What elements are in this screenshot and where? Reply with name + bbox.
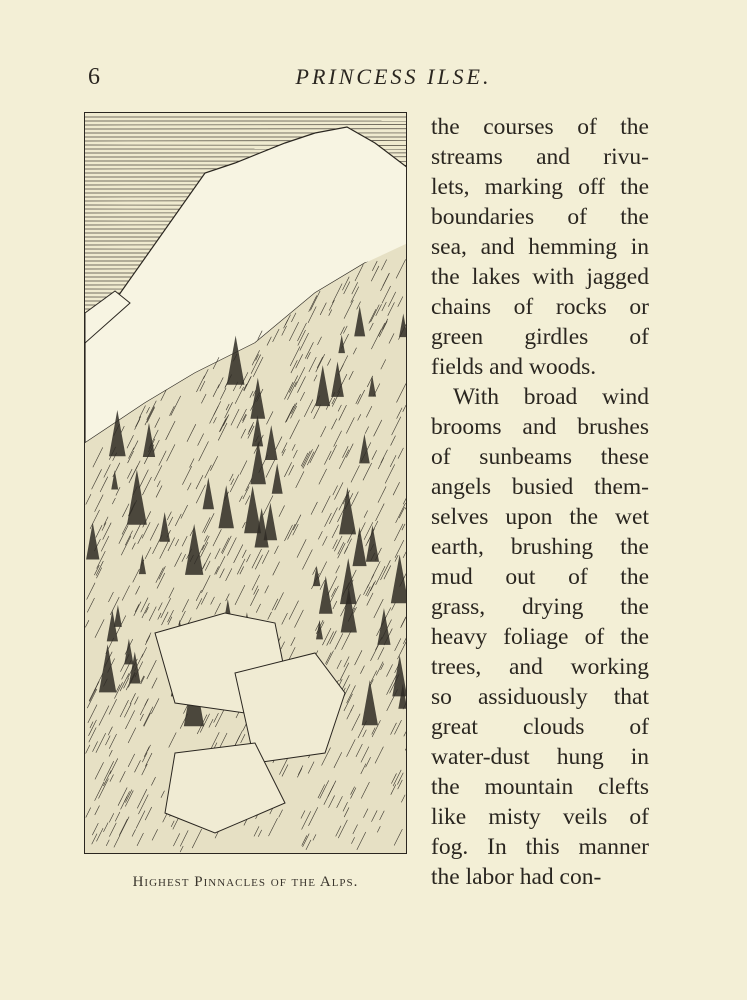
figure-caption: Highest Pinnacles of the Alps.: [132, 874, 359, 890]
text-line: water-dust hung in: [431, 744, 649, 770]
body-text: [431, 112, 649, 892]
text-line: great clouds of: [431, 714, 649, 740]
text-line: the courses of the: [431, 114, 649, 140]
text-line: heavy foliage of the: [431, 624, 649, 650]
text-line: mud out of the: [431, 564, 649, 590]
text-line: trees, and working: [431, 654, 649, 680]
text-line: the mountain clefts: [431, 774, 649, 800]
text-line: green girdles of: [431, 324, 649, 350]
text-line: fields and woods.: [431, 354, 597, 380]
text-line: selves upon the wet: [431, 504, 649, 530]
text-line: boundaries of the: [431, 204, 649, 230]
page-number: 6: [88, 64, 101, 90]
text-line: streams and rivu-: [431, 144, 649, 170]
text-line: the labor had con-: [431, 864, 602, 890]
text-line: brooms and brushes: [431, 414, 649, 440]
text-line: chains of rocks or: [431, 294, 649, 320]
mountain-illustration: [84, 112, 407, 854]
text-line: like misty veils of: [431, 804, 649, 830]
text-line: of sunbeams these: [431, 444, 649, 470]
running-head: PRINCESS ILSE.: [295, 64, 492, 89]
text-line: sea, and hemming in: [431, 234, 649, 260]
text-line: fog. In this manner: [431, 834, 649, 860]
page-header: [0, 62, 747, 96]
text-line: lets, marking off the: [431, 174, 649, 200]
text-line: so assiduously that: [431, 684, 649, 710]
text-line: angels busied them-: [431, 474, 649, 500]
text-line: earth, brushing the: [431, 534, 649, 560]
text-line: the lakes with jagged: [431, 264, 649, 290]
text-line: With broad wind: [453, 384, 649, 410]
text-line: grass, drying the: [431, 594, 649, 620]
